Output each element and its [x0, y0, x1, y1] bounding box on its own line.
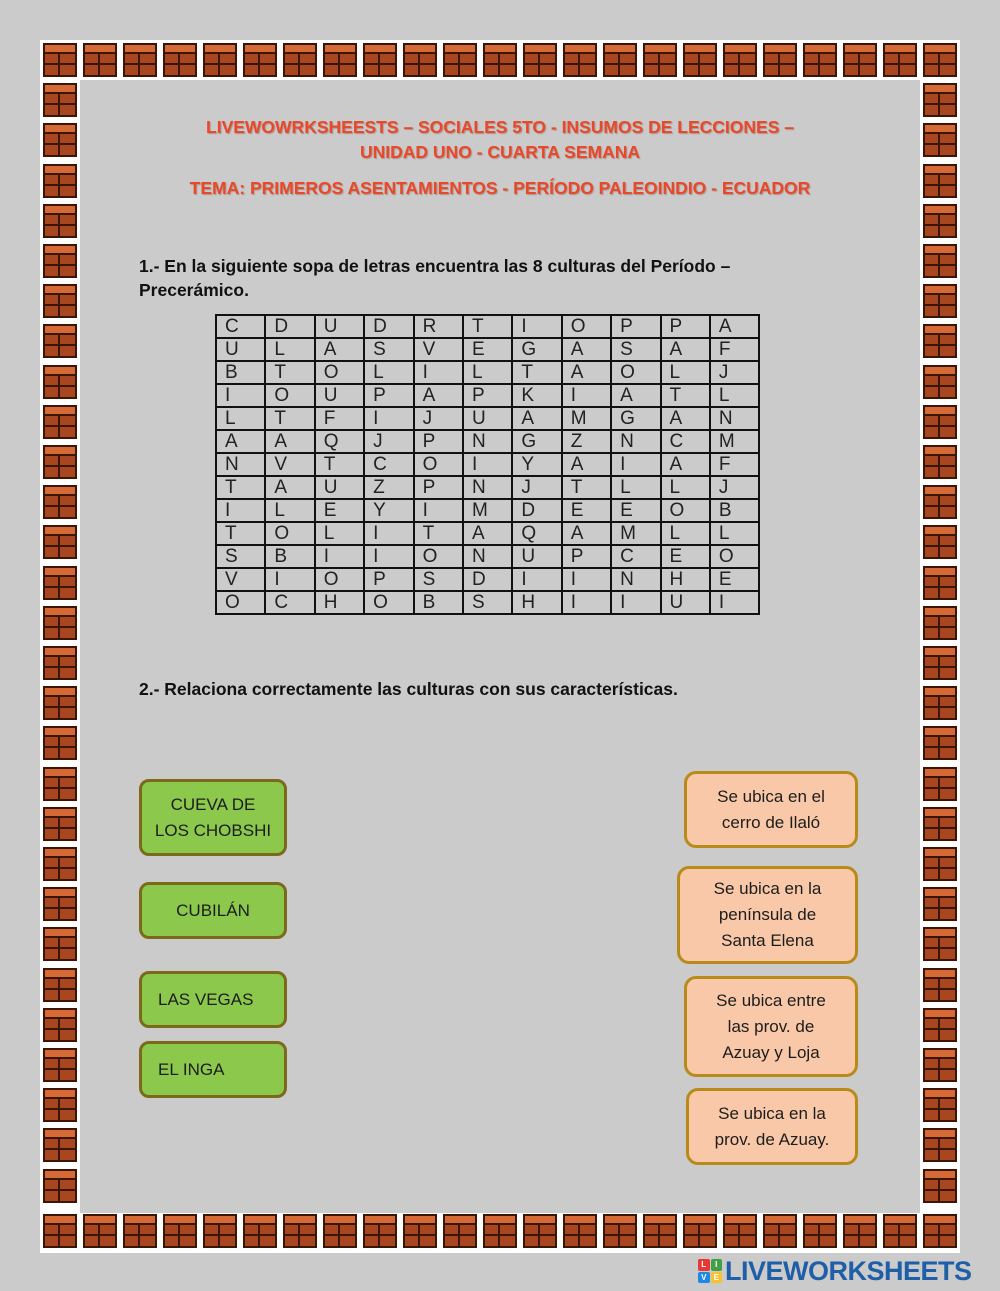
word-search-cell[interactable]: I — [611, 591, 660, 614]
brick-icon — [363, 1214, 397, 1248]
word-search-cell[interactable]: O — [414, 545, 463, 568]
word-search-cell[interactable]: P — [364, 384, 413, 407]
brick-icon — [43, 686, 77, 720]
culture-label: LAS VEGAS — [158, 989, 254, 1009]
word-search-cell[interactable]: Q — [512, 522, 561, 545]
word-search-cell[interactable]: U — [463, 407, 512, 430]
word-search-cell[interactable]: L — [710, 522, 759, 545]
word-search-cell[interactable]: N — [710, 407, 759, 430]
brick-icon — [43, 244, 77, 278]
word-search-cell[interactable]: A — [315, 338, 364, 361]
question-1 — [139, 254, 730, 302]
word-search-cell[interactable]: L — [216, 407, 265, 430]
word-search-cell[interactable]: Y — [364, 499, 413, 522]
brick-icon — [43, 1008, 77, 1042]
brick-icon — [603, 43, 637, 77]
word-search-cell[interactable]: L — [463, 361, 512, 384]
brick-icon — [923, 123, 957, 157]
word-search-row — [216, 476, 759, 499]
brick-icon — [923, 1008, 957, 1042]
word-search-cell[interactable]: Z — [364, 476, 413, 499]
word-search-cell[interactable]: O — [364, 591, 413, 614]
word-search-cell[interactable]: G — [611, 407, 660, 430]
word-search-cell[interactable]: J — [364, 430, 413, 453]
word-search-cell[interactable]: J — [710, 476, 759, 499]
word-search-cell[interactable]: P — [611, 315, 660, 338]
word-search-row — [216, 315, 759, 338]
word-search-cell[interactable]: E — [463, 338, 512, 361]
word-search-row — [216, 338, 759, 361]
culture-label-line-1: CUEVA DE — [170, 794, 256, 814]
header-topic: TEMA: PRIMEROS ASENTAMIENTOS - PERÍODO PALEOINDIO - ECUADOR — [189, 178, 811, 198]
word-search-cell[interactable]: C — [216, 315, 265, 338]
brick-icon — [883, 1214, 917, 1248]
word-search-cell[interactable]: Q — [315, 430, 364, 453]
word-search-cell[interactable]: L — [661, 522, 710, 545]
word-search-cell[interactable]: P — [463, 384, 512, 407]
brick-icon — [43, 807, 77, 841]
word-search-cell[interactable]: V — [216, 568, 265, 591]
word-search-cell[interactable]: I — [611, 453, 660, 476]
brick-icon — [883, 43, 917, 77]
brick-icon — [843, 1214, 877, 1248]
word-search-cell[interactable]: T — [265, 361, 314, 384]
brick-icon — [43, 324, 77, 358]
word-search-cell[interactable]: M — [611, 522, 660, 545]
word-search-cell[interactable]: I — [265, 568, 314, 591]
word-search-cell[interactable]: C — [364, 453, 413, 476]
brick-icon — [123, 43, 157, 77]
word-search-cell[interactable]: B — [216, 361, 265, 384]
brick-icon — [123, 1214, 157, 1248]
brick-icon — [923, 83, 957, 117]
brick-icon — [923, 284, 957, 318]
word-search-cell[interactable]: I — [364, 407, 413, 430]
brick-icon — [923, 767, 957, 801]
word-search-cell[interactable]: H — [512, 591, 561, 614]
brick-icon — [403, 43, 437, 77]
brick-icon — [683, 1214, 717, 1248]
word-search-cell[interactable]: I — [562, 591, 611, 614]
word-search-cell[interactable]: P — [562, 545, 611, 568]
brick-icon — [923, 606, 957, 640]
word-search-row — [216, 361, 759, 384]
word-search-cell[interactable]: I — [216, 384, 265, 407]
brick-icon — [923, 1128, 957, 1162]
brick-icon — [203, 43, 237, 77]
word-search-cell[interactable]: N — [463, 545, 512, 568]
word-search-cell[interactable]: M — [710, 430, 759, 453]
word-search-cell[interactable]: A — [414, 384, 463, 407]
brick-icon — [43, 847, 77, 881]
word-search-cell[interactable]: T — [315, 453, 364, 476]
logo-letter-e: E — [711, 1272, 723, 1284]
word-search-cell[interactable]: O — [710, 545, 759, 568]
word-search-cell[interactable]: I — [414, 499, 463, 522]
brick-icon — [563, 1214, 597, 1248]
trait-line: Santa Elena — [721, 931, 814, 950]
word-search-cell[interactable]: N — [611, 430, 660, 453]
word-search-cell[interactable]: I — [562, 568, 611, 591]
brick-icon — [43, 1048, 77, 1082]
brick-icon — [923, 324, 957, 358]
brick-icon — [923, 204, 957, 238]
word-search-cell[interactable]: N — [463, 476, 512, 499]
word-search-cell[interactable]: T — [265, 407, 314, 430]
word-search-cell[interactable]: I — [216, 499, 265, 522]
word-search-cell[interactable]: E — [710, 568, 759, 591]
trait-line: Se ubica en el — [717, 786, 825, 806]
word-search-cell[interactable]: N — [216, 453, 265, 476]
word-search-cell[interactable]: I — [414, 361, 463, 384]
word-search-cell[interactable]: F — [710, 338, 759, 361]
brick-icon — [43, 1088, 77, 1122]
liveworksheets-logo-icon — [698, 1259, 722, 1283]
brick-icon — [923, 847, 957, 881]
word-search-cell[interactable]: L — [710, 384, 759, 407]
word-search-row — [216, 430, 759, 453]
word-search-cell[interactable]: C — [265, 591, 314, 614]
word-search-cell[interactable]: B — [265, 545, 314, 568]
brick-icon — [923, 686, 957, 720]
word-search-cell[interactable]: I — [562, 384, 611, 407]
brick-icon — [923, 566, 957, 600]
brick-icon — [43, 284, 77, 318]
brick-icon — [923, 927, 957, 961]
word-search-cell[interactable]: V — [265, 453, 314, 476]
trait-cerro-ilalo[interactable] — [684, 771, 858, 848]
word-search-cell[interactable]: P — [364, 568, 413, 591]
word-search-grid — [215, 314, 760, 615]
brick-icon — [923, 1088, 957, 1122]
word-search-cell[interactable]: E — [562, 499, 611, 522]
word-search-cell[interactable]: A — [562, 361, 611, 384]
brick-icon — [923, 244, 957, 278]
brick-icon — [43, 123, 77, 157]
question-1-line-2: Precerámico. — [139, 280, 249, 300]
word-search-cell[interactable]: Z — [562, 430, 611, 453]
word-search-cell[interactable]: M — [562, 407, 611, 430]
word-search-row — [216, 499, 759, 522]
word-search-cell[interactable]: C — [661, 430, 710, 453]
trait-line: Azuay y Loja — [722, 1042, 820, 1062]
word-search-row — [216, 545, 759, 568]
brick-icon — [43, 365, 77, 399]
word-search-row — [216, 407, 759, 430]
word-search-cell[interactable]: U — [315, 476, 364, 499]
brick-icon — [163, 1214, 197, 1248]
trait-line: Se ubica en la — [718, 1103, 826, 1123]
trait-line: prov. de Azuay. — [714, 1129, 830, 1149]
brick-icon — [923, 365, 957, 399]
word-search-cell[interactable]: J — [414, 407, 463, 430]
word-search-cell[interactable]: M — [463, 499, 512, 522]
word-search-cell[interactable]: D — [512, 499, 561, 522]
word-search-cell[interactable]: V — [414, 338, 463, 361]
brick-icon — [923, 887, 957, 921]
word-search-cell[interactable]: P — [414, 430, 463, 453]
culture-cueva-de-los-chobshi[interactable] — [139, 779, 287, 856]
brick-icon — [43, 525, 77, 559]
word-search-cell[interactable]: E — [611, 499, 660, 522]
brick-icon — [923, 1169, 957, 1203]
word-search-cell[interactable]: A — [661, 338, 710, 361]
header-line-1: LIVEWOWRKSHEESTS – SOCIALES 5TO - INSUMOS DE LECCIONES – — [206, 117, 794, 137]
word-search-cell[interactable]: E — [315, 499, 364, 522]
word-search-cell[interactable]: S — [216, 545, 265, 568]
word-search-cell[interactable]: I — [364, 522, 413, 545]
brick-icon — [43, 43, 77, 77]
word-search-cell[interactable]: I — [463, 453, 512, 476]
brick-icon — [43, 646, 77, 680]
brick-icon — [923, 807, 957, 841]
word-search-cell[interactable]: L — [315, 522, 364, 545]
word-search-row — [216, 568, 759, 591]
word-search-cell[interactable]: B — [710, 499, 759, 522]
culture-cubilan[interactable] — [139, 882, 287, 939]
brick-icon — [43, 726, 77, 760]
word-search-cell[interactable]: T — [216, 522, 265, 545]
brick-icon — [363, 43, 397, 77]
word-search-cell[interactable]: U — [315, 315, 364, 338]
word-search-cell[interactable]: A — [463, 522, 512, 545]
word-search-cell[interactable]: A — [216, 430, 265, 453]
brick-icon — [43, 927, 77, 961]
brick-icon — [43, 83, 77, 117]
brick-icon — [923, 1048, 957, 1082]
brick-icon — [43, 405, 77, 439]
liveworksheets-brand[interactable] — [698, 1256, 972, 1286]
question-1-line-1: 1.- En la siguiente sopa de letras encuentra las 8 culturas del Período – — [139, 256, 731, 276]
brick-icon — [923, 1214, 957, 1248]
brick-icon — [323, 1214, 357, 1248]
brick-icon — [803, 43, 837, 77]
word-search-cell[interactable]: O — [315, 568, 364, 591]
word-search-cell[interactable]: L — [265, 499, 314, 522]
word-search-cell[interactable]: D — [364, 315, 413, 338]
brick-icon — [843, 43, 877, 77]
word-search-cell[interactable]: I — [512, 568, 561, 591]
brick-icon — [923, 646, 957, 680]
logo-letter-i: I — [711, 1259, 723, 1271]
logo-letter-v: V — [698, 1272, 710, 1284]
brick-icon — [523, 1214, 557, 1248]
brick-icon — [763, 43, 797, 77]
brick-icon — [923, 525, 957, 559]
word-search-cell[interactable]: I — [710, 591, 759, 614]
culture-el-inga[interactable] — [139, 1041, 287, 1098]
brick-icon — [483, 43, 517, 77]
word-search-cell[interactable]: O — [562, 315, 611, 338]
brick-icon — [723, 43, 757, 77]
header-line-2: UNIDAD UNO - CUARTA SEMANA — [360, 142, 640, 162]
brick-icon — [643, 43, 677, 77]
word-search-cell[interactable]: B — [414, 591, 463, 614]
brick-icon — [43, 445, 77, 479]
brand-name: LIVEWORKSHEETS — [725, 1255, 972, 1286]
trait-azuay-y-loja[interactable] — [684, 976, 858, 1077]
word-search-cell[interactable]: O — [611, 361, 660, 384]
brick-icon — [43, 887, 77, 921]
word-search-row — [216, 453, 759, 476]
brick-icon — [643, 1214, 677, 1248]
word-search-cell[interactable]: U — [315, 384, 364, 407]
word-search-cell[interactable]: I — [512, 315, 561, 338]
word-search-cell[interactable]: U — [512, 545, 561, 568]
word-search-cell[interactable]: U — [216, 338, 265, 361]
brick-icon — [923, 43, 957, 77]
brick-icon — [43, 767, 77, 801]
word-search-cell[interactable]: G — [512, 430, 561, 453]
culture-label: CUBILÁN — [176, 900, 250, 920]
culture-label-line-2: LOS CHOBSHI — [154, 820, 272, 840]
culture-las-vegas[interactable] — [139, 971, 287, 1028]
word-search-cell[interactable]: D — [265, 315, 314, 338]
brick-icon — [803, 1214, 837, 1248]
word-search-cell[interactable]: A — [562, 338, 611, 361]
word-search-cell[interactable]: A — [611, 384, 660, 407]
brick-icon — [443, 43, 477, 77]
brick-icon — [923, 445, 957, 479]
word-search-cell[interactable]: J — [512, 476, 561, 499]
word-search-row — [216, 384, 759, 407]
brick-icon — [43, 485, 77, 519]
word-search-cell[interactable]: A — [710, 315, 759, 338]
word-search-cell[interactable]: O — [265, 522, 314, 545]
word-search-cell[interactable]: N — [463, 430, 512, 453]
word-search-cell[interactable]: F — [710, 453, 759, 476]
brick-icon — [43, 1214, 77, 1248]
word-search-cell[interactable]: L — [611, 476, 660, 499]
trait-line: península de — [718, 905, 817, 924]
word-search-cell[interactable]: A — [562, 453, 611, 476]
brick-icon — [923, 405, 957, 439]
word-search-cell[interactable]: I — [364, 545, 413, 568]
brick-icon — [763, 1214, 797, 1248]
word-search-cell[interactable]: H — [315, 591, 364, 614]
brick-icon — [43, 606, 77, 640]
word-search-cell[interactable]: T — [661, 384, 710, 407]
word-search-cell[interactable]: L — [661, 361, 710, 384]
word-search-cell[interactable]: A — [265, 430, 314, 453]
word-search-cell[interactable]: S — [414, 568, 463, 591]
word-search-cell[interactable]: U — [661, 591, 710, 614]
brick-icon — [243, 1214, 277, 1248]
word-search-cell[interactable]: T — [463, 315, 512, 338]
word-search-cell[interactable]: C — [611, 545, 660, 568]
brick-icon — [43, 1169, 77, 1203]
word-search-cell[interactable]: O — [414, 453, 463, 476]
trait-line: Se ubica entre — [716, 990, 826, 1010]
trait-prov-azuay[interactable] — [686, 1088, 858, 1165]
brick-icon — [43, 566, 77, 600]
brick-icon — [603, 1214, 637, 1248]
word-search-cell[interactable]: T — [562, 476, 611, 499]
brick-icon — [243, 43, 277, 77]
brick-icon — [43, 204, 77, 238]
word-search-cell[interactable]: D — [463, 568, 512, 591]
word-search-cell[interactable]: O — [216, 591, 265, 614]
brick-icon — [283, 43, 317, 77]
word-search-cell[interactable]: I — [315, 545, 364, 568]
word-search-cell[interactable]: T — [414, 522, 463, 545]
word-search-cell[interactable]: A — [661, 453, 710, 476]
brick-icon — [283, 1214, 317, 1248]
brick-icon — [443, 1214, 477, 1248]
word-search-cell[interactable]: J — [710, 361, 759, 384]
trait-line: cerro de Ilaló — [721, 812, 821, 832]
brick-icon — [83, 43, 117, 77]
brick-icon — [43, 1128, 77, 1162]
brick-icon — [923, 164, 957, 198]
word-search-cell[interactable]: Y — [512, 453, 561, 476]
brick-icon — [163, 43, 197, 77]
word-search-cell[interactable]: N — [611, 568, 660, 591]
word-search-cell[interactable]: P — [661, 315, 710, 338]
word-search-cell[interactable]: F — [315, 407, 364, 430]
question-2: 2.- Relaciona correctamente las culturas con sus características. — [139, 679, 678, 699]
word-search-cell[interactable]: G — [512, 338, 561, 361]
word-search-cell[interactable]: L — [661, 476, 710, 499]
brick-icon — [563, 43, 597, 77]
word-search-cell[interactable]: P — [414, 476, 463, 499]
brick-icon — [43, 968, 77, 1002]
word-search-cell[interactable]: E — [661, 545, 710, 568]
culture-label: EL INGA — [158, 1059, 225, 1079]
brick-icon — [43, 164, 77, 198]
brick-icon — [923, 485, 957, 519]
brick-icon — [323, 43, 357, 77]
word-search-cell[interactable]: L — [364, 361, 413, 384]
word-search-cell[interactable]: O — [661, 499, 710, 522]
trait-santa-elena[interactable] — [677, 866, 858, 964]
brick-icon — [483, 1214, 517, 1248]
word-search-cell[interactable]: S — [364, 338, 413, 361]
brick-icon — [923, 726, 957, 760]
word-search-cell[interactable]: L — [265, 338, 314, 361]
word-search-row — [216, 522, 759, 545]
word-search-cell[interactable]: A — [661, 407, 710, 430]
word-search-cell[interactable]: A — [562, 522, 611, 545]
word-search-cell[interactable]: O — [265, 384, 314, 407]
word-search-cell[interactable]: R — [414, 315, 463, 338]
trait-line: las prov. de — [727, 1016, 815, 1036]
word-search-cell[interactable]: A — [512, 407, 561, 430]
brick-icon — [523, 43, 557, 77]
brick-icon — [83, 1214, 117, 1248]
word-search-cell[interactable]: S — [611, 338, 660, 361]
brick-icon — [923, 968, 957, 1002]
word-search-cell[interactable]: S — [463, 591, 512, 614]
brick-icon — [203, 1214, 237, 1248]
logo-letter-l: L — [698, 1259, 710, 1271]
word-search-cell[interactable]: K — [512, 384, 561, 407]
word-search-cell[interactable]: T — [216, 476, 265, 499]
brick-icon — [403, 1214, 437, 1248]
brick-icon — [723, 1214, 757, 1248]
word-search-cell[interactable]: A — [265, 476, 314, 499]
word-search-cell[interactable]: H — [661, 568, 710, 591]
word-search-row — [216, 591, 759, 614]
word-search-cell[interactable]: O — [315, 361, 364, 384]
brick-icon — [683, 43, 717, 77]
word-search-cell[interactable]: T — [512, 361, 561, 384]
trait-line: Se ubica en la — [713, 879, 822, 898]
